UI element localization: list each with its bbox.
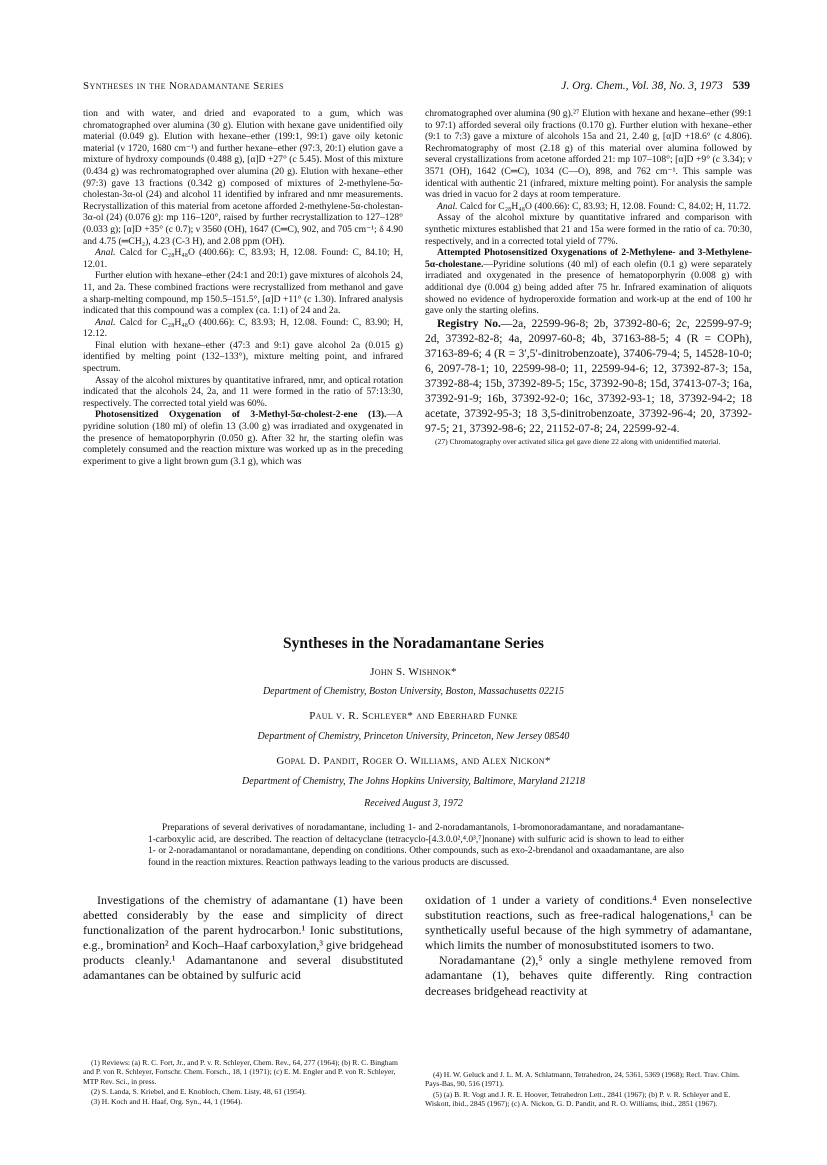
running-title: Syntheses in the Noradamantane Series bbox=[83, 80, 284, 92]
experimental-paragraph bbox=[425, 247, 752, 317]
registry-text: —2a, 22599-96-8; 2b, 37392-80-6; 2c, 22599-97-9; 2d, 37392-82-8; 4a, 20997-60-8; 4b, 37163-88-5; 4 (R = COPh), 37163-89-6; 4 (R = 3′,5′-dinitrobenzoate), 37406-79-4; 5, 14528-10-0; 6, 2097-78-1; 10, 22599-98-0; 11, 22599-94-6; 12, 37392-87-3; 15a, 37392-88-4; 15b, 37392-89-5; 15c, 37392-90-8; 15d, 37413-07-3; 16a, 37392-91-9; 16b, 37392-92-0; 16c, 37392-93-1; 18, 37392-94-2; 18 acetate, 37392-95-3; 18 3,5-dinitrobenzoate, 37392-96-4; 20, 37392-97-5; 21, 37392-98-6; 22, 21152-07-8; 24, 22599-92-4. bbox=[425, 317, 752, 435]
anal-label: Anal. bbox=[437, 200, 458, 212]
received-date: Received August 3, 1972 bbox=[364, 798, 463, 809]
paragraph-text: —Pyridine solutions (40 ml) of each olefin (0.1 g) were separately irradiated and oxygenated in the presence of hematoporphyrin (0.008 g) with additional dye (0.004 g) being added after 75 hr. Infrared examination of aliquots showed no evidence of hydroperoxide formation and work-up at the end of 100 hr gave only the starting olefins. bbox=[425, 258, 752, 317]
paragraph: Final elution with hexane–ether (47:3 and 9:1) gave alcohol 2a (0.015 g) identified by melting point (132–133°), mixture melting point, and infrared spectrum. bbox=[83, 339, 403, 375]
experimental-paragraph bbox=[83, 409, 403, 467]
section-heading: Attempted Photosensitized Oxygenations of 2-Methylene- and 3-Methylene-5α-cholestane. bbox=[425, 247, 752, 270]
affiliation-2: Department of Chemistry, Princeton University, Princeton, New Jersey 08540 bbox=[257, 731, 570, 742]
affiliation-3: Department of Chemistry, The Johns Hopkins University, Baltimore, Maryland 21218 bbox=[242, 776, 585, 787]
paragraph: Assay of the alcohol mixtures by quantitative infrared, nmr, and optical rotation indicated that the alcohols 24, 2a, and 11 were formed in the ratio of 57:13:30, respectively. The corrected total yield was 60%. bbox=[83, 374, 403, 409]
body-left-column bbox=[83, 893, 403, 984]
footnote-4: (4) H. W. Geluck and J. L. M. A. Schlatmann, Tetrahedron, 24, 5361, 5369 (1968); Recl. Trav. Chim. Pays-Bas, 90, 516 (1971). bbox=[425, 1070, 740, 1089]
journal-citation bbox=[561, 80, 750, 92]
footnote-2: (2) S. Landa, S. Kriebel, and E. Knobloch, Chem. Listy, 48, 61 (1954). bbox=[91, 1086, 307, 1096]
footnote-27: (27) Chromatography over activated silica gel gave diene 22 along with unidentified material. bbox=[435, 436, 721, 446]
paragraph: chromatographed over alumina (90 g).²⁷ Elution with hexane and hexane–ether (99:1 to 97:1) afforded several oily fractions (0.170 g). Further elution with hexane–ether (9:1 to 7:3) gave a mixture of alcohols 15a and 21, 2.40 g, [α]D +18.6° (c 4.806). Rechromatography of most (2.18 g) of this material over alumina followed by several crystallizations from acetone afforded 21: mp 107–108°; [α]D +9° (c 3.34); ν 3571 (OH), 1642 (C═C), 1034 (C—O), 898, and 762 cm⁻¹. This sample was identical with authentic 21 (infrared, mixture melting point). For analysis the sample was dried in vacuo for 2 days at room temperature. bbox=[425, 108, 752, 201]
anal-text: Calcd for C₂₈H₄₈O (400.66): C, 83.93; H, 12.08. Found: C, 84.02; H, 11.72. bbox=[459, 200, 751, 212]
paragraph-text: —A pyridine solution (180 ml) of olefin 13 (3.00 g) was irradiated and oxygenated in the presence of hematoporphyrin (0.050 g). After 32 hr, the starting olefin was completely consumed and the reaction mixture was worked up as in the preceding experiment to give a light brown gum (3.1 g), which was bbox=[83, 409, 403, 467]
footnote-3: (3) H. Koch and H. Haaf, Org. Syn., 44, 1 (1964). bbox=[91, 1097, 243, 1107]
body-paragraph: Investigations of the chemistry of adamantane (1) have been abetted considerably by the ease and simplicity of direct functionalization of the parent hydrocarbon.¹ Ionic substitutions, e.g., bromination² and Koch–Haaf carboxylation,³ give bridgehead products cleanly.¹ Adamantanone and several disubstituted adamantanes can be obtained by sulfuric acid bbox=[83, 893, 403, 983]
footnote-1: (1) Reviews: (a) R. C. Fort, Jr., and P. v. R. Schleyer, Chem. Rev., 64, 277 (1964); (b) R. C. Bingham and P. von R. Schleyer, Fortschr. Chem. Forsch., 18, 1 (1971); (c) E. M. Engler and P. von R. Schleyer, MTP Rev. Sci., in press. bbox=[83, 1058, 398, 1086]
running-header bbox=[83, 80, 750, 98]
anal-label: Anal. bbox=[95, 316, 116, 328]
article-title: Syntheses in the Noradamantane Series bbox=[283, 635, 544, 652]
analysis-paragraph bbox=[83, 317, 403, 340]
footnotes-right bbox=[425, 1070, 752, 1108]
footnotes-left bbox=[83, 1058, 403, 1106]
body-paragraph: oxidation of 1 under a variety of conditions.⁴ Even nonselective substitution reactions, such as free-radical halogenations,¹ can be synthetically useful because of the high symmetry of adamantane, which limits the number of monosubstituted isomers to two. bbox=[425, 893, 752, 953]
journal-name: J. Org. Chem., Vol. 38, No. 3, 1973 bbox=[561, 80, 723, 92]
abstract bbox=[148, 823, 684, 869]
registry-label: Registry No. bbox=[437, 317, 501, 330]
anal-text: Calcd for C₂₈H₄₈O (400.66): C, 83.93; H, 12.08. Found: C, 84.10; H, 12.01. bbox=[83, 247, 403, 270]
anal-label: Anal. bbox=[95, 247, 116, 259]
page-number: 539 bbox=[732, 80, 750, 92]
paragraph: Further elution with hexane–ether (24:1 and 20:1) gave mixtures of alcohols 24, 11, and 2a. These combined fractions were recrystallized from methanol and gave a sharp-melting compound, mp 150.5–151.5°, [α]D +11° (c 1.30). Infrared analysis indicated that this compound was a complex (ca. 1:1) of 24 and 2a. bbox=[83, 270, 403, 317]
body-right-column bbox=[425, 893, 752, 999]
paragraph: tion and with water, and dried and evaporated to a gum, which was chromatographed over alumina (30 g). Elution with hexane gave unidentified oily material (0.049 g). Elution with hexane–ether (199:1, 99:1) gave oily ketonic material (ν 1720, 1680 cm⁻¹) and further hexane–ether (97:3, 20:1) elution gave a mixture of hydroxy compounds (0.488 g), [α]D +27° (c 5.45). Most of this mixture (0.434 g) was rechromatographed over alumina (20 g). Elution with hexane–ether (97:3) gave 13 fractions (0.342 g) composed of mixtures of 2-methylene-5α-cholestan-3α-ol (24) and alcohol 11 identified by infrared and nmr measurements. Recrystallization of this material from acetone afforded 2-methylene-5α-cholestan-3α-ol (24) (0.076 g): mp 116–120°, raised by further recrystallization to 127–128° (0.033 g); [α]D +35° (c 0.7); ν 3560 (OH), 1647 (C═C), 902, and 705 cm⁻¹; δ 4.90 and 4.75 (═CH₂), 4.23 (C-3 H), and 2.08 ppm (OH). bbox=[83, 108, 403, 247]
paragraph: Assay of the alcohol mixture by quantitative infrared and comparison with synthetic mixtures established that 21 and 15a were formed in the ratio of ca. 70:30, respectively, and in a corrected total yield of 77%. bbox=[425, 212, 752, 247]
body-paragraph: Noradamantane (2),⁵ only a single methylene removed from adamantane (1), behaves quite differently. Ring contraction decreases bridgehead reactivity at bbox=[425, 953, 752, 998]
affiliation-1: Department of Chemistry, Boston University, Boston, Massachusetts 02215 bbox=[262, 686, 565, 697]
registry-numbers bbox=[425, 317, 752, 437]
analysis-paragraph bbox=[83, 247, 403, 270]
footnote-5: (5) (a) B. R. Vogt and J. R. E. Hoover, Tetrahedron Lett., 2841 (1967); (b) P. v. R. Schleyer and E. Wiskott, ibid., 2845 (1967); (c) A. Nickon, G. D. Pandit, and R. O. Williams, ibid., 2851 (1967). bbox=[425, 1089, 731, 1108]
author-line-1: John S. Wishnok* bbox=[370, 666, 457, 678]
analysis-paragraph bbox=[425, 201, 752, 213]
anal-text: Calcd for C₂₈H₄₈O (400.66): C, 83.93; H, 12.08. Found: C, 83.90; H, 12.12. bbox=[83, 316, 403, 340]
author-line-3: Gopal D. Pandit, Roger O. Williams, and Alex Nickon* bbox=[276, 755, 551, 767]
left-column bbox=[83, 108, 403, 467]
right-column bbox=[425, 108, 752, 446]
author-line-2: Paul v. R. Schleyer* and Eberhard Funke bbox=[309, 710, 518, 722]
abstract-text: Preparations of several derivatives of noradamantane, including 1- and 2-noradamantanols, 1-bromonoradamantane, and noradamantane-1-carboxylic acid, are described. The reaction of deltacyclane (tetracyclo-[4.3.0.0²,⁴.0³,⁷]nonane) with sulfuric acid is shown to lead to either 1- or 2-noradamantanol or noradamantane, depending on conditions. Other compounds, such as exo-2-brendanol and oxaadamantane, are also found in the reaction mixtures. Reaction pathways leading to the various products are discussed. bbox=[148, 823, 684, 868]
section-heading: Photosensitized Oxygenation of 3-Methyl-5α-cholest-2-ene (13). bbox=[95, 409, 387, 421]
